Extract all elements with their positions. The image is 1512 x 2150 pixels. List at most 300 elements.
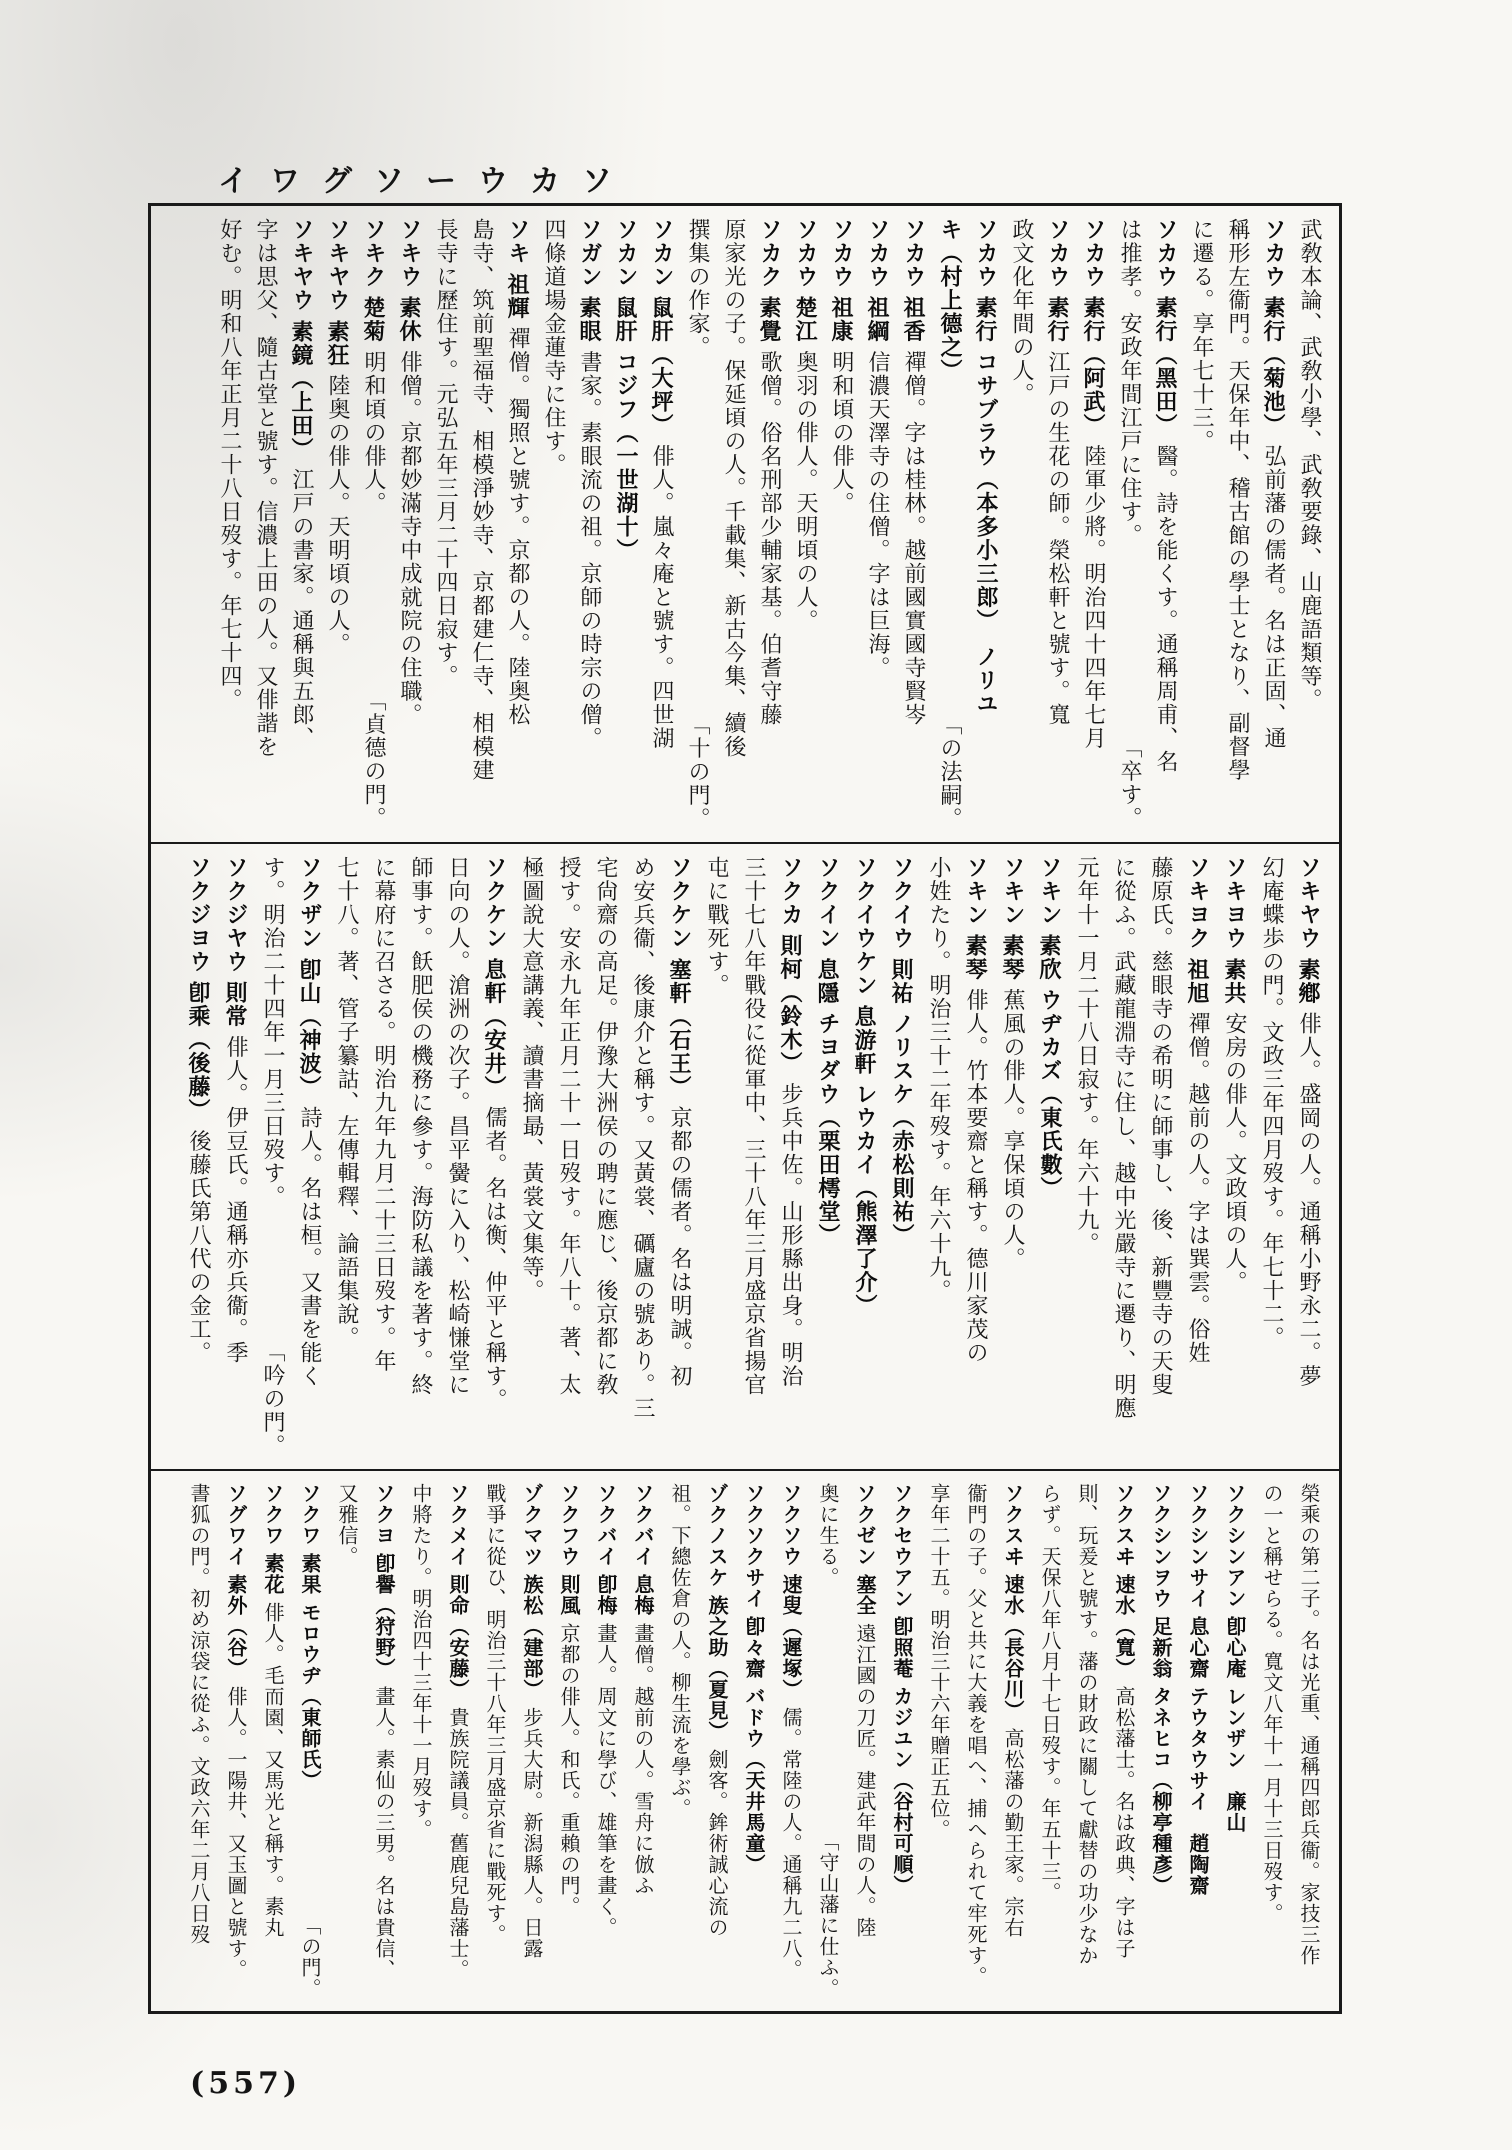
column-main [1003,218,1039,406]
entry-headword: ソクバイ [631,1483,655,1567]
cross-reference: モロウヂ（東師氏） [298,1602,322,1791]
column-main [1183,218,1219,453]
entry-text: 授す。安永九年正月二十一日歿す。年八十。著、太 [556,856,581,1397]
entry-text: 原家光の子。保延頃の人。千載集、新古今集、續後 [721,218,746,759]
continuation-text: 「吟の門。 [260,1339,285,1457]
entry-text: 則、玩爰と號す。藩の財政に關して獻替の功少なか [1075,1483,1099,1966]
entry-text: 禪僧。越前の人。字は巽雲。俗姓 [1185,1012,1210,1365]
text-column [846,856,883,1457]
entry-headword: ソキン [1000,856,1025,927]
column-main [883,1483,920,1896]
text-column [1142,1483,1179,1999]
continuation-text: 「の門。 [298,1915,322,1999]
column-main [1179,856,1216,1365]
entry-text: 江戸の生花の師。榮松軒と號す。寬 [1045,350,1070,727]
column-main [217,856,254,1365]
entry-name: 息心齋 [1186,1616,1210,1679]
entry-headword: ソキ [505,218,530,265]
entry-text: に遷る。享年七十三。 [1189,218,1214,453]
text-column [217,856,254,1457]
column-main [1142,856,1179,1397]
entry-text: 俳僧。京都妙滿寺中成就院の住職。 [397,350,422,727]
column-main [587,856,624,1397]
entry-headword: ソクイウ [889,856,914,950]
text-column [476,856,513,1457]
column-main [957,1483,994,1987]
text-column [365,856,402,1457]
column-main [698,856,735,997]
text-column [355,218,391,830]
text-column [587,856,624,1457]
cross-reference: ノリスケ（赤松則祐） [889,1012,914,1248]
entry-name: 速叟（遲塚） [779,1574,803,1700]
entry-name: 素果 [298,1553,322,1595]
column-main [698,1483,735,1938]
text-column [1179,1483,1216,1999]
text-column [217,1483,254,1999]
text-column [1290,856,1327,1457]
entry-text: 俳人。伊豆氏。通稱亦兵衞。季 [223,1035,248,1365]
column-main [957,856,994,1365]
entry-text: 明和頃の俳人。 [361,350,386,516]
text-column [809,856,846,1457]
entry-name: 卽々齋 [742,1616,766,1679]
text-column [679,218,715,830]
entry-name: 楚江 [792,296,818,344]
entry-headword: ソクワ [261,1483,285,1546]
text-column [1068,1483,1105,1999]
text-column [920,1483,957,1999]
column-main [476,856,513,1412]
entry-name: 卽照菴 [890,1616,914,1679]
entry-text: 儒。常陸の人。通稱九二八。 [779,1707,803,1980]
column-main [920,856,957,1303]
text-column [499,218,535,830]
entry-text: に從ふ。武藏龍淵寺に住し、越中光嚴寺に遷り、明應 [1111,856,1136,1420]
column-main [254,1483,291,1938]
entry-headword: ソカウ [1261,218,1286,289]
entry-name: 素外（谷） [224,1574,248,1679]
column-main [180,856,217,1365]
text-column [1219,218,1255,830]
text-column [328,856,365,1457]
entry-name: 塞全 [853,1574,877,1616]
text-column [439,856,476,1457]
cross-reference: レンザン 廉山 [1223,1686,1247,1833]
column-main [402,856,439,1397]
text-column [1216,1483,1253,1999]
column-main [787,218,823,633]
entries-frame [148,203,1342,2014]
text-column [1142,856,1179,1457]
column-main [1105,1483,1142,1959]
entry-headword: ゾクノスケ [705,1483,729,1588]
entry-text: 俳人。毛而園、又馬光と稱す。素丸 [261,1602,285,1938]
column-main [920,1483,957,1840]
cross-reference: コサブラウ（本多小三郎） ノリユ [973,350,998,716]
entry-headword: ソキン [1037,856,1062,927]
column-main [463,218,499,782]
text-column [1068,856,1105,1457]
entry-name: 鼠肝（大坪） [648,296,674,438]
entry-headword: ソグワイ [224,1483,248,1567]
entry-headword: ソクスヰ [1001,1483,1025,1567]
entry-headword: ソキウ [397,218,422,289]
entry-text: 又雅信。 [335,1483,359,1567]
entry-text: 榮乘の第二子。名は光重、通稱四郎兵衞。家技三作 [1297,1483,1321,1966]
entry-text: め安兵衞、後康介と稱す。又黃裳、礪廬の號あり。三 [630,856,655,1420]
column-main [535,218,571,477]
entry-name: 素鄕 [1295,957,1321,1005]
entry-headword: ソキヤウ [325,218,350,312]
entry-headword: ソカン [649,218,674,289]
entry-text: 幻庵蝶歩の門。文政三年四月歿す。年七十二。 [1259,856,1284,1350]
text-column [180,856,217,1457]
column-main [859,218,895,680]
entry-headword: ソカウ [829,218,854,289]
entry-text: 好む。明和八年正月二十八日歿す。年七十四。 [217,218,242,712]
text-column [319,218,355,830]
entry-headword: ソクゼン [853,1483,877,1567]
entry-text: 極圖說大意講義、讀書摘朂、黃裳文集等。 [519,856,544,1303]
entry-name: 卽梅 [594,1574,618,1616]
entry-headword: ソカウ [793,218,818,289]
cross-reference: タネヒコ（柳亭種彥） [1149,1686,1173,1896]
column-main [883,856,920,1247]
text-column [1183,218,1219,830]
text-column [439,1483,476,1999]
text-column [698,1483,735,1999]
text-column [715,218,751,830]
entry-text: 禪僧。獨照と號す。京都の人。陸奥松 [505,327,530,727]
running-header: ソカウーソグワイ [218,164,634,199]
entry-headword: ソクスヰ [1112,1483,1136,1567]
entry-text: 中將たり。明治四十三年十一月歿す。 [409,1483,433,1840]
entry-band-top [151,206,1339,842]
entry-text: 信濃天澤寺の住僧。字は巨海。 [865,350,890,680]
entry-band-bottom [151,1471,1339,2011]
entry-name: 則常 [222,981,248,1029]
entry-text: 書狐の門。初め涼袋に從ふ。文政六年二月八日歿 [187,1483,211,1945]
column-main [328,1483,365,1567]
text-column [180,1483,217,1999]
text-column [809,1483,846,1999]
entry-text: らず。天保八年八月十七日歿す。年五十三。 [1038,1483,1062,1903]
entry-headword: ソカウ [1045,218,1070,289]
entry-text: 書家。素眼流の祖。京師の時宗の僧。 [577,350,602,751]
entry-name: 祖旭 [1184,957,1210,1005]
text-column [661,856,698,1457]
text-column [571,218,607,830]
text-column [698,856,735,1457]
column-main [809,1483,846,1588]
entry-text: 俳人。嵐々庵と號す。四世湖 [649,444,674,751]
entry-text: 師事す。飫肥侯の機務に參す。海防私議を著す。終 [408,856,433,1397]
entry-headword: ソクケン [667,856,692,950]
text-column [920,856,957,1457]
entry-text: 奥羽の俳人。天明頃の人。 [793,350,818,633]
entry-text: 安房の俳人。文政頃の人。 [1222,1012,1247,1295]
entry-text: 京都の儒者。名は明誠。初 [667,1106,692,1389]
entry-text: 戰爭に從ひ、明治三十八年三月盛京省に戰死す。 [483,1483,507,1945]
entry-text: 島寺、筑前聖福寺、相模淨妙寺、京都建仁寺、相模建 [469,218,494,782]
text-column [1031,856,1068,1457]
entry-headword: ソクシンヲウ [1149,1483,1173,1609]
column-main [328,856,365,1350]
entry-text: 日向の人。滄洲の次子。昌平黌に入り、松崎慊堂に [445,856,470,1397]
column-main [1142,1483,1179,1896]
text-column [883,856,920,1457]
column-main [1219,218,1255,782]
column-main [1255,218,1291,750]
text-column [247,218,283,830]
entry-text: 小姓たり。明治三十二年歿す。年六十九。 [926,856,951,1303]
entry-name: 族松（建部） [520,1574,544,1700]
entry-headword: ソクソウ [779,1483,803,1567]
entry-headword: ソクケン [482,856,507,950]
column-main [994,856,1031,1271]
entry-name: 素行 [1044,296,1070,344]
entry-text: 後藤氏第八代の金工。 [186,1129,211,1365]
entry-name: 素行（黑田） [1152,296,1178,438]
entry-name: 息隱 [814,957,840,1005]
page-number: (557) [190,2066,302,2101]
text-column [1147,218,1183,830]
entry-text: 俳人。一陽井、又玉圖と號す。 [224,1686,248,1980]
column-main [895,218,931,727]
column-main [550,1483,587,1917]
continuation-text: 「十の門。 [685,712,710,830]
cross-reference: チヨダウ（栗田樗堂） [815,1012,840,1248]
entry-headword: ソクシンアン [1223,1483,1247,1609]
entry-headword: ソクワ [298,1483,322,1546]
entry-name: 素眼 [576,296,602,344]
entry-headword: ソキヨウ [1222,856,1247,950]
entry-text: 稱形左衞門。天保年中、稽古館の學士となり、副督學 [1225,218,1250,782]
text-column [859,218,895,830]
entry-text: 京都の俳人。和氏。重賴の門。 [557,1623,581,1917]
column-main [823,218,859,515]
entry-headword: ソクカ [778,856,803,927]
entry-text: 歌僧。俗名刑部少輔家基。伯耆守藤 [757,350,782,727]
column-main [1068,856,1105,1256]
entry-text: 七十八。著、管子纂詁、左傳輯釋、論語集說。 [334,856,359,1350]
text-column [254,856,291,1457]
column-main [931,218,967,383]
entry-headword: ソクバイ [594,1483,618,1567]
entry-text: 詩人。名は桓。又書を能く [297,1106,322,1389]
entry-text: 弘前藩の儒者。名は正固、通 [1261,444,1286,751]
entry-name: 素琴 [999,934,1025,982]
entry-name: 素行 [972,296,998,344]
entry-headword: ソクジヤウ [223,856,248,974]
entry-text: 宅尙齋の高足。伊豫大洲侯の聘に應じ、後京都に敎 [593,856,618,1397]
text-column [967,218,1003,830]
text-column [735,856,772,1457]
entry-headword: ソカク [757,218,782,289]
text-column [513,856,550,1457]
entry-text: 享年二十五。明治三十六年贈正五位。 [927,1483,951,1840]
entry-text: 禪僧。字は桂林。越前國實國寺賢岑 [901,350,926,727]
text-column [1003,218,1039,830]
entry-text: 長寺に歷住す。元弘五年三月二十四日寂す。 [433,218,458,688]
entry-text: 字は思父、隨古堂と號す。信濃上田の人。又俳諧を [253,218,278,759]
entry-text: 高松藩の勤王家。宗右 [1001,1728,1025,1938]
text-column [1291,218,1327,830]
entry-text: の一と稱せらる。寬文八年十一月十三日歿す。 [1260,1483,1284,1924]
text-column [1031,1483,1068,1999]
entry-name: 速水（長谷川） [1001,1574,1025,1721]
text-column [1255,218,1291,830]
entry-name: 息游軒 [851,1004,877,1076]
entry-name: 楚菊 [360,296,386,344]
continuation-text: 「の法嗣。 [937,712,962,830]
column-main [1031,856,1068,1200]
column-main [499,218,535,727]
text-column [402,856,439,1457]
entry-headword: ソカウ [1153,218,1178,289]
entry-headword: ソクフウ [557,1483,581,1567]
entry-headword: ソキヤウ [289,218,314,312]
entry-headword: ソクメイ [446,1483,470,1567]
column-main [291,1483,328,1791]
text-column [787,218,823,830]
entry-headword: ソクソクサイ [742,1483,766,1609]
entry-text: 江戸の書家。通稱與五郎、 [289,468,314,751]
text-column [513,1483,550,1999]
column-main [1179,1483,1216,1896]
text-column [895,218,931,830]
column-main [319,218,355,656]
entry-name: 足新翁 [1149,1616,1173,1679]
column-main [735,1483,772,1875]
entry-headword: ソクザン [297,856,322,950]
entry-headword: ソクイウケン [852,856,877,997]
column-main [1290,1483,1327,1966]
entry-name: 素休 [396,296,422,344]
text-column [772,1483,809,1999]
column-main [1031,1483,1068,1903]
column-main [439,1483,476,1980]
column-main [427,218,463,688]
column-main [751,218,787,727]
entry-text: 畫僧。越前の人。雪舟に倣ふ [631,1623,655,1896]
column-main [643,218,679,750]
entry-headword: ソキク [361,218,386,289]
entry-name: 素花 [261,1553,285,1595]
text-column [735,1483,772,1999]
continuation-text: 「守山藩に仕ふ。 [816,1831,840,1999]
entry-text: 高松藩士。名は政典、字は子 [1112,1686,1136,1959]
entry-name: 鼠肝 [612,296,638,344]
column-main [1147,218,1183,774]
text-column [391,218,427,830]
cross-reference: バドウ（天井馬童） [742,1686,766,1875]
column-main [1290,856,1327,1388]
text-column [624,1483,661,1999]
entry-headword: ソクジヨウ [186,856,211,974]
text-column [1216,856,1253,1457]
entry-name: 塞軒（石王） [666,957,692,1099]
entry-headword: ソカウ [973,218,998,289]
column-main [571,218,607,750]
entry-band-middle [151,844,1339,1469]
entry-text: に幕府に召さる。明治九年九月二十三日歿す。年 [371,856,396,1373]
text-column [1290,1483,1327,1999]
entry-name: 祖康 [828,296,854,344]
text-column [661,1483,698,1999]
entry-text: 俳人。盛岡の人。通稱小野永二。夢 [1296,1012,1321,1389]
entry-name: 祖綱 [864,296,890,344]
entry-text: 蕉風の俳人。享保頃の人。 [1000,988,1025,1271]
entry-name: 族之助（夏見） [705,1595,729,1742]
column-main [180,1483,217,1945]
entry-text: 撰集の作家。 [685,218,710,359]
entry-text: 貴族院議員。舊鹿兒島藩士。 [446,1707,470,1980]
entry-text: 祖。下總佐倉の人。柳生流を學ぶ。 [668,1483,692,1819]
entry-name: 素共 [1221,957,1247,1005]
cross-reference: ウヂカズ（東氏數） [1037,988,1062,1201]
text-column [1253,856,1290,1457]
text-column [291,856,328,1457]
entry-headword: ソキヨク [1185,856,1210,950]
entry-headword: ソクシンサイ [1186,1483,1210,1609]
column-main [1039,218,1075,727]
cross-reference: レウカイ（熊澤了介） [852,1082,877,1318]
entry-headword: ソクイン [815,856,840,950]
column-main [1068,1483,1105,1966]
entry-text: は推孝。安政年間江戸に住す。 [1117,218,1142,547]
column-main [772,856,809,1388]
column-main [624,856,661,1420]
cross-reference: テウタウサイ 趙陶齋 [1186,1686,1210,1896]
text-column [254,1483,291,1999]
text-column [1039,218,1075,830]
text-column [607,218,643,830]
entry-name: 卽心庵 [1223,1616,1247,1679]
continuation-text: 「貞德の門。 [361,689,386,830]
column-main [476,1483,513,1945]
entry-text: 儒者。名は衡、仲平と稱す。 [482,1106,507,1412]
entry-text: 衞門の子。父と共に大義を唱へ、捕へられて牢死す。 [964,1483,988,1987]
text-column [365,1483,402,1999]
text-column [1075,218,1111,830]
column-main [247,218,283,759]
column-main [365,856,402,1373]
text-column [535,218,571,830]
column-main [391,218,427,727]
entry-text: 政文化年間の人。 [1009,218,1034,406]
entry-headword: ソカウ [865,218,890,289]
entry-text: 奥に生る。 [816,1483,840,1588]
text-column [883,1483,920,1999]
entry-text: 藤原氏。慈眼寺の希明に師事し、後、新豐寺の天叟 [1148,856,1173,1397]
text-column [1105,1483,1142,1999]
column-main [587,1483,624,1938]
column-main [513,1483,550,1959]
entry-text: 遠江國の刀匠。建武年間の人。陸 [853,1623,877,1938]
column-main [550,856,587,1397]
column-main [254,856,291,1209]
text-column [994,1483,1031,1999]
column-main [402,1483,439,1840]
column-main [846,856,883,1318]
entry-text: 畫人。周文に學び、雄筆を畫く。 [594,1623,618,1938]
entry-name: 素行（菊池） [1260,296,1286,438]
column-main [365,1483,402,1980]
cross-reference: コジフ（一世湖十） [613,350,638,563]
entry-headword: ソカウ [1081,218,1106,289]
